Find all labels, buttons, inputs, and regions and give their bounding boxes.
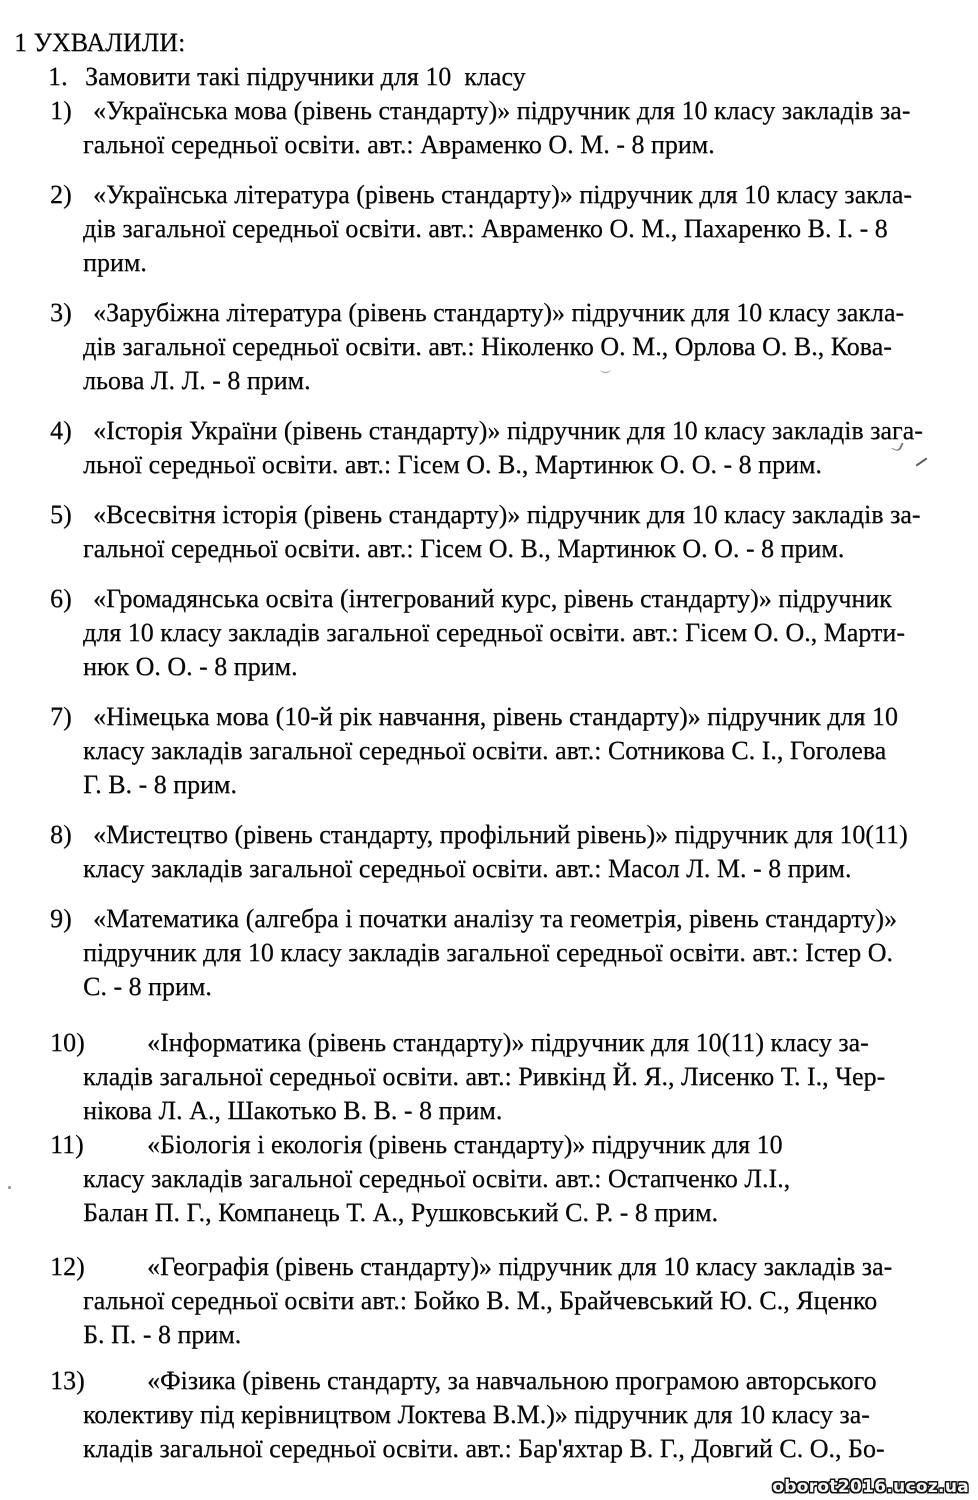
item-number: 13) xyxy=(50,1366,85,1395)
item-number: 1) xyxy=(50,96,72,125)
item-text-line: Б. П. - 8 прим. xyxy=(83,1320,242,1349)
item-text-line: «Німецька мова (10-й рік навчання, рівень стандарту)» підручник для 10 xyxy=(93,702,898,731)
watermark-url: oborot2016.ucoz.ua xyxy=(772,1477,969,1497)
item-text-line: дів загальної середньої освіти. авт.: Ніколенко О. М., Орлова О. В., Кова- xyxy=(83,332,892,361)
item-number: 8) xyxy=(50,820,72,849)
item-text-line: прим. xyxy=(83,248,147,277)
item-text-line: «Всесвітня історія (рівень стандарту)» підручник для 10 класу закладів за- xyxy=(93,500,921,529)
item-text-line: «Мистецтво (рівень стандарту, профільний рівень)» підручник для 10(11) xyxy=(93,820,908,849)
list-item xyxy=(0,296,978,398)
list-item xyxy=(0,94,978,162)
item-text-line: класу закладів загальної середньої освіти. авт.: Масол Л. М. - 8 прим. xyxy=(83,854,852,883)
item-text-line: кладів загальної середньої освіти. авт.: Бар'яхтар В. Г., Довгий С. О., Бо- xyxy=(83,1434,885,1463)
list-item xyxy=(0,1364,978,1466)
intro-text: Замовити такі підручники для 10 класу xyxy=(85,62,526,91)
item-text-line: нюк О. О. - 8 прим. xyxy=(83,652,298,681)
item-text-line: С. - 8 прим. xyxy=(83,972,212,1001)
item-text-line: «Фізика (рівень стандарту, за навчальною програмою авторського xyxy=(147,1366,877,1395)
list-item xyxy=(0,498,978,566)
list-item xyxy=(0,700,978,802)
list-item xyxy=(0,582,978,684)
item-number: 6) xyxy=(50,584,72,613)
item-text-line: «Громадянська освіта (інтегрований курс, рівень стандарту)» підручник xyxy=(93,584,892,613)
item-number: 9) xyxy=(50,904,72,933)
item-text-line: «Географія (рівень стандарту)» підручник для 10 класу закладів за- xyxy=(147,1252,893,1281)
item-text-line: льної середньої освіти. авт.: Гісем О. В., Мартинюк О. О. - 8 прим. xyxy=(83,450,822,479)
item-text-line: кладів загальної середньої освіти. авт.: Ривкінд Й. Я., Лисенко Т. І., Чер- xyxy=(83,1062,886,1091)
item-text-line: льова Л. Л. - 8 прим. xyxy=(83,366,311,395)
item-number: 2) xyxy=(50,180,72,209)
item-text-line: «Математика (алгебра і початки аналізу та геометрія, рівень стандарту)» xyxy=(93,904,897,933)
item-text-line: підручник для 10 класу закладів загальної середньої освіти. авт.: Істер О. xyxy=(83,938,893,967)
list-item xyxy=(0,414,978,482)
list-item xyxy=(0,178,978,280)
item-text-line: Г. В. - 8 прим. xyxy=(83,770,237,799)
list-item xyxy=(0,1026,978,1128)
item-text-line: «Біологія і екологія (рівень стандарту)» підручник для 10 xyxy=(147,1130,783,1159)
item-text-line: «Історія України (рівень стандарту)» підручник для 10 класу закладів зага- xyxy=(93,416,923,445)
item-text-line: «Зарубіжна література (рівень стандарту)» підручник для 10 класу закла- xyxy=(93,298,905,327)
item-number: 3) xyxy=(50,298,72,327)
item-text-line: колективу під керівництвом Локтева В.М.)» підручник для 10 класу за- xyxy=(83,1400,870,1429)
list-item xyxy=(0,902,978,1004)
item-text-line: дів загальної середньої освіти. авт.: Авраменко О. М., Пахаренко В. І. - 8 xyxy=(83,214,888,243)
item-text-line: класу закладів загальної середньої освіти. авт.: Остапченко Л.І., xyxy=(83,1164,791,1193)
item-text-line: «Українська література (рівень стандарту)» підручник для 10 класу закла- xyxy=(93,180,912,209)
item-number: 4) xyxy=(50,416,72,445)
item-number: 5) xyxy=(50,500,72,529)
item-text-line: «Українська мова (рівень стандарту)» підручник для 10 класу закладів за- xyxy=(93,96,911,125)
item-text-line: нікова Л. А., Шакотько В. В. - 8 прим. xyxy=(83,1096,503,1125)
item-text-line: гальної середньої освіти. авт.: Авраменко О. М. - 8 прим. xyxy=(83,130,715,159)
item-number: 10) xyxy=(50,1028,85,1057)
item-number: 12) xyxy=(50,1252,85,1281)
scan-artifact xyxy=(600,366,611,373)
list-item xyxy=(0,1128,978,1230)
item-text-line: гальної середньої освіти. авт.: Гісем О. В., Мартинюк О. О. - 8 прим. xyxy=(83,534,845,563)
item-number: 11) xyxy=(50,1130,84,1159)
item-number: 7) xyxy=(50,702,72,731)
scan-artifact xyxy=(8,1186,11,1189)
list-item xyxy=(0,1250,978,1352)
item-text-line: «Інформатика (рівень стандарту)» підручник для 10(11) класу за- xyxy=(147,1028,869,1057)
textbook-list xyxy=(0,94,978,1466)
list-item xyxy=(0,818,978,886)
item-text-line: гальної середньої освіти авт.: Бойко В. М., Брайчевський Ю. С., Яценко xyxy=(83,1286,878,1315)
intro-number: 1. xyxy=(48,62,68,91)
item-text-line: класу закладів загальної середньої освіти. авт.: Сотникова С. І., Гоголева xyxy=(83,736,887,765)
item-text-line: для 10 класу закладів загальної середньої освіти. авт.: Гісем О. О., Марти- xyxy=(83,618,905,647)
item-text-line: Балан П. Г., Компанець Т. А., Рушковський С. Р. - 8 прим. xyxy=(83,1198,719,1227)
resolution-heading: 1 УХВАЛИЛИ: xyxy=(14,28,186,57)
order-intro xyxy=(0,60,978,94)
